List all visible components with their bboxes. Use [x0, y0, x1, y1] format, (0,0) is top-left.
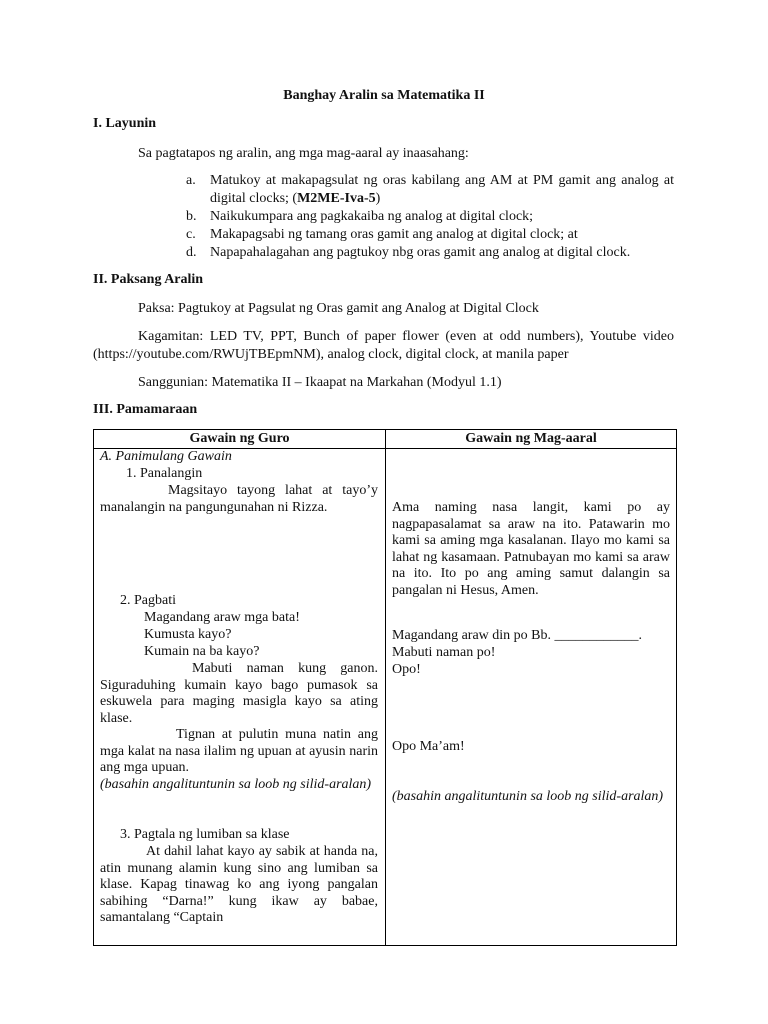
objective-text: Matukoy at makapagsulat ng oras kabilang ang AM at PM gamit ang analog at digital clocks; ( — [210, 173, 674, 206]
objective-item: Naikukumpara ang pagkakaiba ng analog at digital clock; — [210, 209, 534, 224]
kagamitan-text: Kagamitan: LED TV, PPT, Bunch of paper flower (even at odd numbers), Youtube video (https://youtube.com/RWUjTBEpmNM), analog clock, digital clock, at manila paper — [93, 329, 674, 362]
student-column-header: Gawain ng Mag-aaral — [386, 430, 677, 449]
panalangin-text: Magsitayo tayong lahat at tayo’y manalangin na pangungunahan ni Rizza. — [100, 483, 378, 515]
step-attendance: 3. Pagtala ng lumiban sa klase — [120, 827, 290, 842]
objective-marker: d. — [186, 245, 197, 260]
teacher-cell — [94, 449, 386, 946]
page-title: Banghay Aralin sa Matematika II — [283, 88, 485, 103]
table-header-row — [94, 430, 677, 449]
greeting-paragraph: Tignan at pulutin muna natin ang mga kalat na nasa ilalim ng upuan at ayusin narin ang mga upuan. — [100, 727, 378, 775]
objective-close: ) — [375, 191, 381, 206]
section-heading-pamamaraan: III. Pamamaraan — [93, 402, 198, 417]
section-heading-paksang-aralin: II. Paksang Aralin — [93, 272, 204, 287]
objective-marker: c. — [186, 227, 196, 242]
objective-item: Makapagsabi ng tamang oras gamit ang analog at digital clock; at — [210, 227, 578, 242]
objective-marker: a. — [186, 173, 196, 188]
objective-marker: b. — [186, 209, 197, 224]
student-prayer: Ama naming nasa langit, kami po ay nagpapasalamat sa araw na ito. Patawarin mo kami sa aming mga kasalanan. Ilayo mo kami sa lahat ng kasamaan. Patnubayan mo kami sa araw na ito. Ito po ang aming samut dalangin sa pangalan ni Hesus, Amen. — [392, 500, 670, 598]
greeting-line: Kumain na ba kayo? — [144, 644, 260, 659]
objective-item: Napapahalagahan ang pagtukoy nbg oras gamit ang analog at digital clock. — [210, 245, 631, 260]
objective-item — [210, 172, 674, 208]
layunin-intro: Sa pagtatapos ng aralin, ang mga mag-aaral ay inaasahang: — [138, 146, 469, 161]
student-reply: Magandang araw din po Bb. ____________. — [392, 628, 643, 643]
greeting-paragraph: Mabuti naman kung ganon. Siguraduhing kumain kayo bago pumasok sa eskuwela para maging masigla kayo sa ating klase. — [100, 661, 378, 726]
student-reply: Mabuti naman po! — [392, 645, 496, 660]
student-reply: Opo! — [392, 662, 421, 677]
objective-code: M2ME-Iva-5 — [297, 191, 376, 206]
teacher-column-header: Gawain ng Guro — [94, 430, 386, 449]
step-pagbati: 2. Pagbati — [120, 593, 176, 608]
student-rules-note: (basahin angalituntunin sa loob ng silid-aralan) — [392, 789, 664, 804]
step-panalangin: 1. Panalangin — [126, 466, 203, 481]
attendance-text: At dahil lahat kayo ay sabik at handa na, atin munang alamin kung sino ang lumiban sa klase. Kapag tinawag ko ang iyong pangalan sabihing “Darna!” kung ikaw ay babae, samantalang “Captain — [100, 844, 378, 925]
sanggunian-text: Sanggunian: Matematika II – Ikaapat na Markahan (Modyul 1.1) — [138, 375, 502, 390]
part-a-heading: A. Panimulang Gawain — [100, 449, 232, 464]
greeting-line: Kumusta kayo? — [144, 627, 232, 642]
rules-note: (basahin angalituntunin sa loob ng silid-aralan) — [100, 777, 372, 792]
greeting-line: Magandang araw mga bata! — [144, 610, 300, 625]
section-heading-layunin: I. Layunin — [93, 116, 157, 131]
procedure-table — [93, 429, 677, 946]
student-reply: Opo Ma’am! — [392, 739, 465, 754]
student-cell — [386, 449, 677, 946]
paksa-text: Paksa: Pagtukoy at Pagsulat ng Oras gamit ang Analog at Digital Clock — [138, 301, 539, 316]
table-row — [94, 449, 677, 946]
